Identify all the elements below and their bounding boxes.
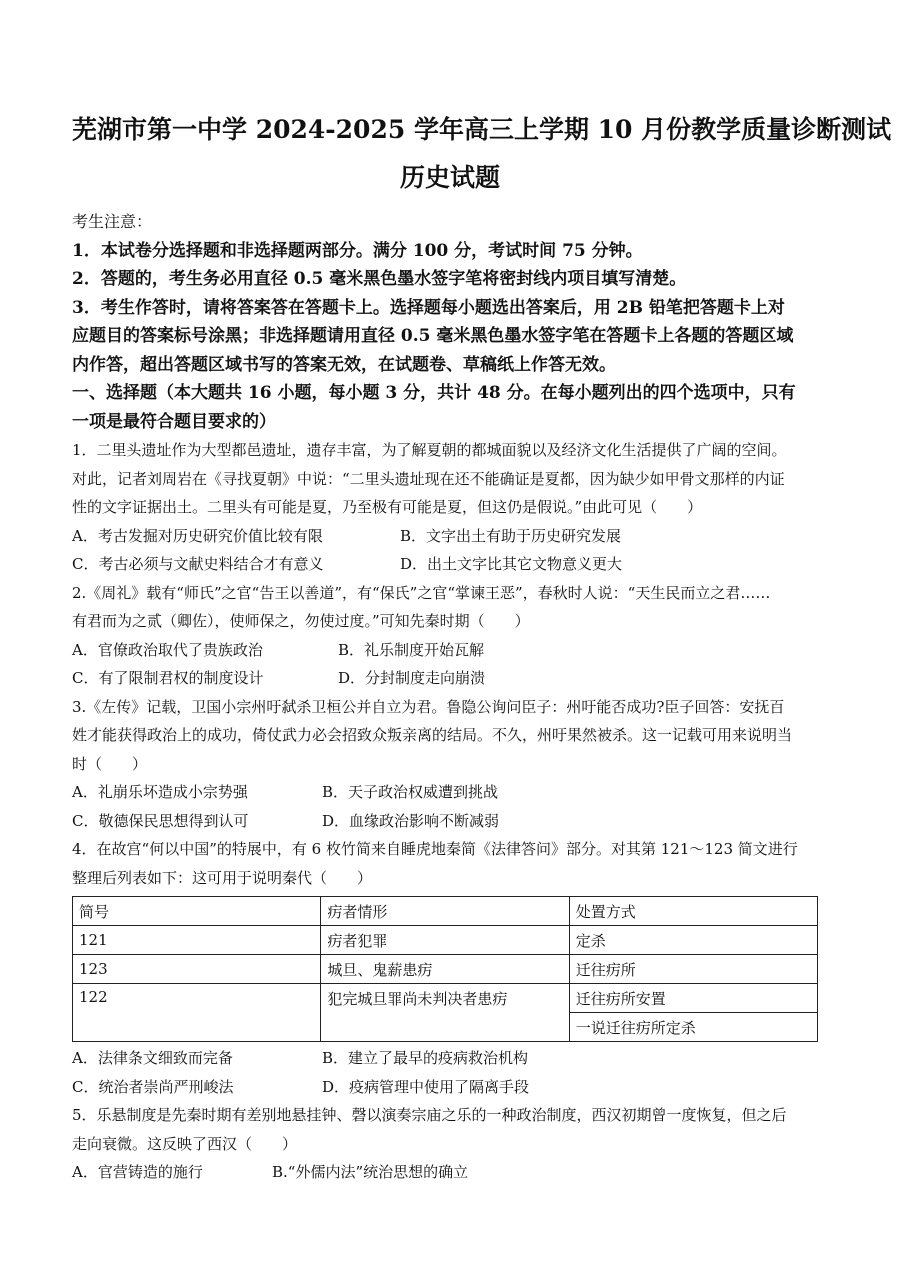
option-row: [72, 778, 828, 807]
table-row: [73, 955, 818, 984]
option-a: A．礼崩乐坏造成小宗势强: [72, 783, 248, 801]
table-cell: 迁往疠所: [569, 955, 817, 984]
table-row: [73, 984, 818, 1013]
option-c: C．有了限制君权的制度设计: [72, 669, 264, 687]
option-row: [72, 550, 828, 579]
table-cell: 迁往疠所安置: [569, 984, 817, 1013]
option-d: D．分封制度走向崩溃: [338, 669, 486, 687]
question-text: 5．乐悬制度是先秦时期有差别地悬挂钟、磬以演奏宗庙之乐的一种政治制度，西汉初期曾一度恢复，但之后: [72, 1106, 787, 1124]
option-d: D．出土文字比其它文物意义更大: [400, 555, 623, 573]
page-title: 芜湖市第一中学 2024-2025 学年高三上学期 10 月份教学质量诊断测试: [72, 115, 892, 144]
section-heading-line-1: 一、选择题（本大题共 16 小题，每小题 3 分，共计 48 分。在每小题列出的四个选项中，只有: [72, 383, 796, 403]
option-row: [72, 522, 828, 551]
table-cell: 城旦、鬼薪患疠: [321, 955, 569, 984]
question-3: [72, 693, 828, 836]
note-3-line-2: 应题目的答案标号涂黑；非选择题请用直径 0.5 毫米黑色墨水签字笔在答题卡上各题的答题区域: [72, 326, 794, 346]
option-b: B.“外儒内法”统治思想的确立: [272, 1163, 469, 1181]
option-b: B．天子政治权威遭到挑战: [322, 783, 499, 801]
question-text: 时（ ）: [72, 754, 148, 773]
question-text: 2.《周礼》载有“师氏”之官“告王以善道”，有“保氏”之官“掌谏王恶”，春秋时人说：“天生民而立之君……: [72, 583, 771, 602]
question-text: 3.《左传》记载，卫国小宗州吁弑杀卫桓公并自立为君。鲁隐公询问臣子：州吁能否成功?臣子回答：安抚百: [72, 697, 785, 716]
question-1: [72, 436, 828, 579]
question-text: 1．二里头遗址作为大型都邑遗址，遗存丰富，为了解夏朝的都城面貌以及经济文化生活提供了广阔的空间。: [72, 441, 787, 459]
question-text: 整理后列表如下：这可用于说明秦代（ ）: [72, 868, 373, 887]
question-5: [72, 1101, 828, 1187]
table-header: 简号: [73, 897, 321, 926]
table-header-row: [73, 897, 818, 926]
table-cell: 定杀: [569, 926, 817, 955]
option-row: [72, 1044, 828, 1073]
table-row: [73, 926, 818, 955]
table-cell: 疠者犯罪: [321, 926, 569, 955]
option-a: A．法律条文细致而完备: [72, 1049, 233, 1067]
question-text: 姓才能获得政治上的成功，倚仗武力必会招致众叛亲离的结局。不久，州吁果然被杀。这一记载可用来说明当: [72, 726, 793, 744]
table-header: 处置方式: [569, 897, 817, 926]
option-a: A．官营铸造的施行: [72, 1163, 203, 1181]
table-header: 疠者情形: [321, 897, 569, 926]
option-c: C．统治者崇尚严刑峻法: [72, 1077, 234, 1096]
option-row: [72, 807, 828, 836]
slip-table: [72, 896, 818, 1042]
table-cell: 121: [73, 926, 321, 955]
question-2: [72, 579, 828, 693]
section-heading-line-2: 一项是最符合题目要求的）: [72, 411, 276, 432]
option-a: A．官僚政治取代了贵族政治: [72, 640, 263, 659]
question-text: 有君而为之贰（卿佐），使师保之，勿使过度。”可知先秦时期（ ）: [72, 612, 530, 630]
note-3-line-1: 3．考生作答时，请将答案答在答题卡上。选择题每小题选出答案后，用 2B 铅笔把答题卡上对: [72, 297, 785, 318]
option-b: B．文字出土有助于历史研究发展: [400, 526, 622, 545]
option-b: B．礼乐制度开始瓦解: [338, 640, 485, 659]
note-1: 1．本试卷分选择题和非选择题两部分。满分 100 分，考试时间 75 分钟。: [72, 240, 643, 261]
page-subtitle: 历史试题: [399, 163, 500, 192]
option-b: B．建立了最早的疫病救治机构: [322, 1049, 529, 1067]
option-d: D．疫病管理中使用了隔离手段: [322, 1077, 530, 1096]
table-cell: 122: [73, 984, 321, 1042]
option-a: A．考古发掘对历史研究价值比较有限: [72, 526, 323, 545]
note-2: 2．答题的，考生务必用直径 0.5 毫米黑色墨水签字笔将密封线内项目填写清楚。: [72, 269, 687, 289]
option-c: C．考古必须与文献史料结合才有意义: [72, 555, 324, 573]
note-3-line-3: 内作答，超出答题区域书写的答案无效，在试题卷、草稿纸上作答无效。: [72, 354, 616, 375]
table-cell: 123: [73, 955, 321, 984]
option-row: [72, 664, 828, 693]
question-text: 4．在故宫“何以中国”的特展中，有 6 枚竹简来自睡虎地秦简《法律答问》部分。对其第 121～123 简文进行: [72, 840, 798, 858]
table-cell: 犯完城旦罪尚未判决者患疠: [321, 984, 569, 1042]
option-c: C．敬德保民思想得到认可: [72, 811, 249, 830]
question-text: 性的文字证据出土。二里头有可能是夏，乃至极有可能是夏，但这仍是假说。”由此可见（ ）: [72, 498, 703, 516]
notes-heading: 考生注意：: [72, 212, 153, 231]
option-row: [72, 1158, 828, 1187]
option-d: D．血缘政治影响不断减弱: [322, 811, 500, 830]
question-text: 走向衰微。这反映了西汉（ ）: [72, 1134, 298, 1153]
question-4: [72, 835, 828, 1101]
question-text: 对此，记者刘周岩在《寻找夏朝》中说：“二里头遗址现在还不能确证是夏都，因为缺少如甲骨文那样的内证: [72, 469, 785, 488]
option-row: [72, 1073, 828, 1102]
table-cell: 一说迁往疠所定杀: [569, 1013, 817, 1042]
exam-notes: [72, 208, 828, 379]
option-row: [72, 636, 828, 665]
